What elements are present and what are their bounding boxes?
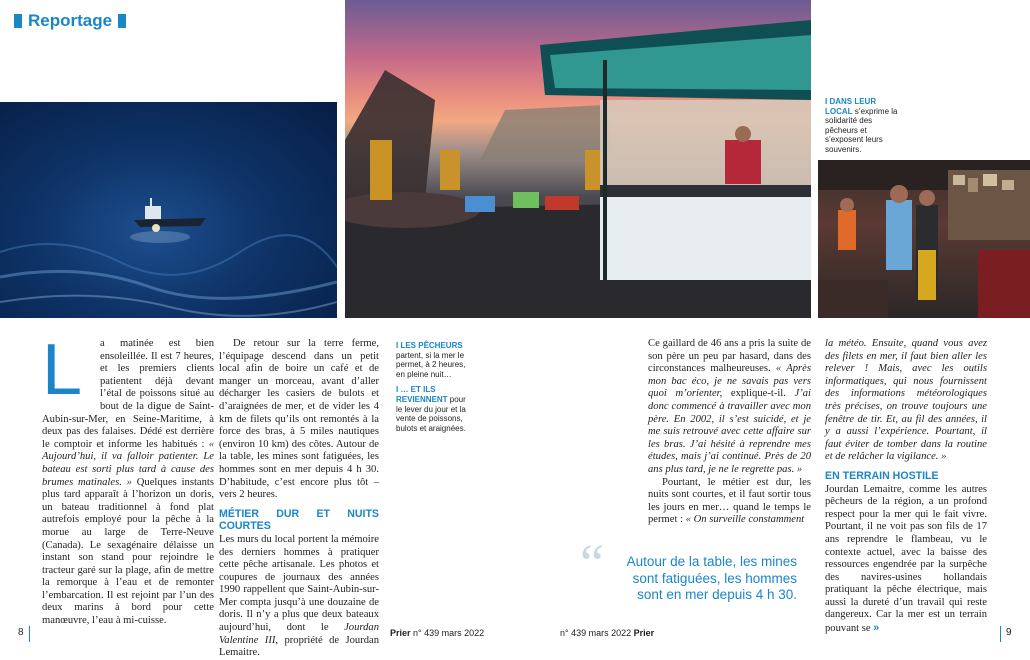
col1-text-end: Quelques instants plus tard apparaît à l’horizon un doris, un bateau traditionnel à fond plat autrefois employé pour la pêche à la morue au large de Terre-Neuve (Canada). Le sexagénaire délaisse un instant son stand pour rejoindre le tracteur garé sur la plage, afin de mettre la remorque à l’eau et de remonter l’embarcation. Il est rejoint par l’un des deux marins à bord pour cette manœuvre, l’eau à mi-cuisse. [42,476,214,627]
caption-fishers-group [396,341,472,439]
photo-boat-at-sea [0,102,337,318]
pull-quote [580,533,800,612]
page-number-right: 9 [1006,627,1012,638]
caption-return-lead: I … ET ILS REVIENNENT [396,385,448,404]
col3-quote-2: J’ai donc commencé à travailler avec mon père. En 2002, il s’est suicidé, et je me suis retrouvé avec cette affaire sur les bras. J’ai hésité à reprendre mes études, mais j’ai continué. Près de 20 ans plus tard, je ne le regrette pas. » [648,388,812,475]
page-number-left: 8 [18,627,24,638]
folio-left-issue: n° 439 mars 2022 [410,628,485,638]
dropcap-letter: L [42,330,83,410]
col1-text-start: a matinée est bien ensoleillée. Il est 7 heures, et les premiers clients patientent déjà devant l’étal de poissons situé au bout de la digue de Saint-Aubin-sur-Mer, en Seine-Maritime, à deux pas des falaises. Dédé est derrière le comptoir et informe les habitués : [42,338,214,450]
col3-para2-start: Pourtant, le métier est dur, les nuits sont courtes, et il faut sortir tous les jours en mer… quand le temps le permet : [648,476,811,526]
folio-left [390,628,484,638]
continue-arrow[interactable]: » [873,622,880,635]
col3-para1-start: Ce gaillard de 46 ans a pris la suite de son père un peu par hasard, dans des circonstances malheureuses. [648,338,811,375]
col4-para2: Jourdan Lemaitre, comme les autres pêcheurs de la région, a un profond respect pour la mer qui le fait vivre. Pourtant, il ne voit pas son fils de 17 ans reprendre le flambeau, vu le contexte actuel, avec la baisse des ressources engendrée par la surpêche des navires-usines hollandais pratiquant la pêche électrique, mais aussi la dureté d’un travail qui reste dangereux. Car la mer est un terrain pouvant se [825,483,987,635]
subhead-metier-dur: MÉTIER DUR ET NUITS COURTES [219,507,379,533]
interior-illustration [818,160,1030,318]
folio-right-issue: n° 439 mars 2022 [560,628,634,638]
boat-at-sea-illustration [0,102,337,318]
pull-quote-text: Autour de la table, les mines sont fatiguées, les hommes sont en mer depuis 4 h 30. [626,554,797,602]
folio-left-magazine: Prier [390,628,411,638]
footer-rule-left [29,626,30,642]
photo-harbour-sunset [345,0,811,318]
col3-quote-3: « On surveille constamment [685,514,805,526]
rubric-square-right [118,14,126,28]
section-rubric [14,10,126,32]
rubric-label: Reportage [28,11,113,30]
subhead-terrain-hostile: EN TERRAIN HOSTILE [825,469,939,482]
col4-quote: la météo. Ensuite, quand vous avez des filets en mer, il faut bien aller les relever ! Mais, avec les outils informatiques, qui nous fournissent des informations météorologiques très précises, on trouve toujours une fenêtre de tir. Et, au fil des années, il y a aussi l’expérience. Pourtant, il faut éviter de tomber dans la routine et de relâcher la vigilance. » [825,338,987,463]
col3-para1-mid: explique-t-il. [722,388,795,400]
photo-fishermen-local [818,160,1030,318]
col3-quote-1: « Après mon bac éco, je ne savais pas vers quoi m’orienter, [648,363,811,400]
article-column-4 [825,338,987,636]
article-column-2 [219,338,379,660]
folio-right [560,628,654,638]
quote-mark-icon: “ [580,533,604,593]
col2-para1: De retour sur la terre ferme, l’équipage descend dans un petit local afin de boire un café et de manger un morceau, avant d’aller décharger les casiers de bulots et d’araignées de mer, et de vider les 4 km de filets qu’ils ont remontés à la force des bras, à 5 miles nautiques (environ 10 km) des côtes. Autour de la table, les mines sont fatiguées, les hommes sont en mer depuis 4 h 30. D’habitude, c’est encore plus tôt – vers 2 heures. [219,338,379,501]
caption-local [825,97,905,161]
article-column-3 [648,338,811,527]
caption-local-text: s’exprime la solidarité des pêcheurs et s’exposent leurs souvenirs. [825,106,898,154]
article-column-1 [42,330,214,628]
harbour-illustration [345,0,811,318]
caption-local-lead: I DANS LEUR LOCAL [825,97,877,116]
col2-boat-name: Jourdan Valentine III [219,622,379,646]
col2-para2-start: Les murs du local portent la mémoire des derniers hommes à pratiquer cette pêche artisanale. Les photos et coupures de journaux des années 1990 rappellent que Saint-Aubin-sur-Mer compta jusqu’à une douzaine de doris. Il n’y a plus que deux bateaux aujourd’hui, dont le [219,533,379,634]
caption-return-text: pour le lever du jour et la vente de poissons, bulots et araignées. [396,394,466,433]
col2-para2-end: , propriété de Jourdan Lemaitre. [219,634,380,659]
folio-right-magazine: Prier [633,628,655,638]
footer-rule-right [1000,626,1001,642]
rubric-square-left [14,14,22,28]
caption-fishers-text: partent, si la mer le permet, à 2 heures, en pleine nuit… [396,350,466,379]
caption-fishers-lead: I LES PÊCHEURS [396,341,463,350]
col1-quote: « Aujourd’hui, il va falloir patienter. Le bateau est sorti plus tard à cause des brumes matinales. » [42,438,214,488]
